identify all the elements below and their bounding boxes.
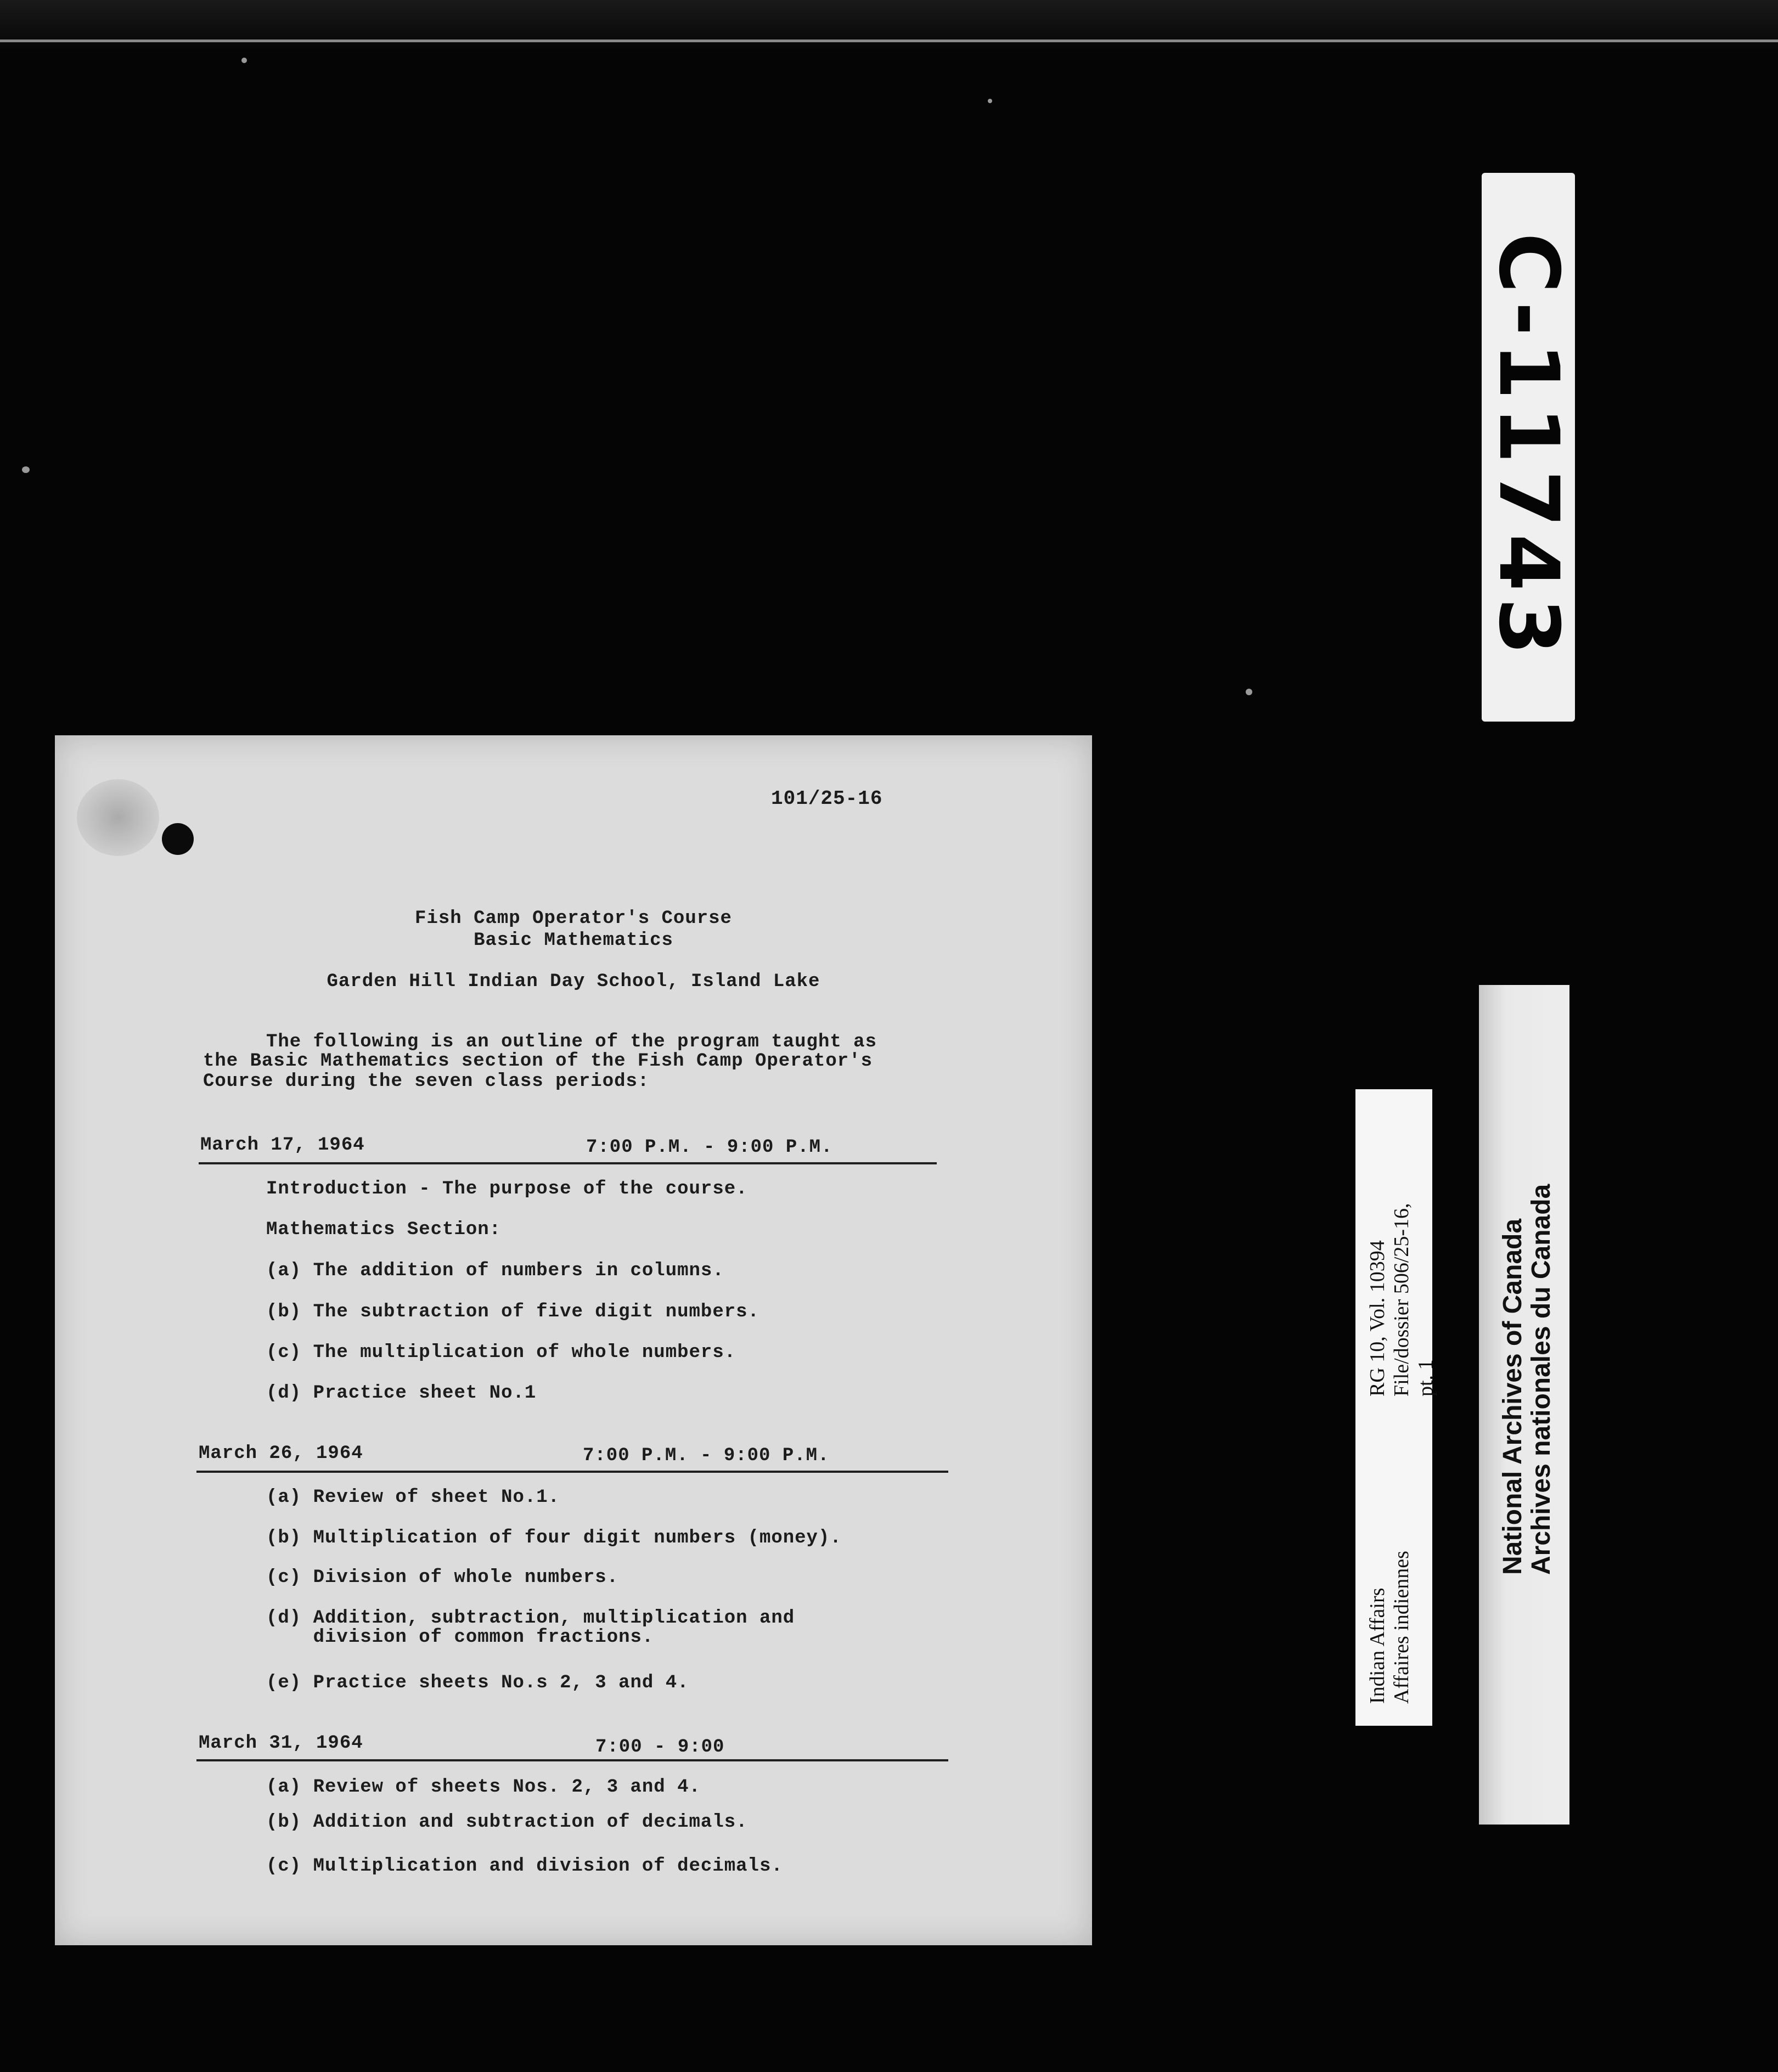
department-fr: Affaires indiennes [1390,1551,1413,1704]
intro-line-3: Course during the seven class periods: [203,1071,650,1092]
session-time: 7:00 - 9:00 [595,1737,725,1758]
typed-document-page [55,735,1092,1945]
list-item: (c) Division of whole numbers. [266,1567,619,1588]
archive-reference-label [1355,1089,1437,1726]
list-item: (b) The subtraction of five digit numbers. [266,1302,759,1322]
reference-line-2: File/dossier 506/25-16, [1390,1203,1413,1397]
session-underline [196,1471,948,1473]
session-time: 7:00 P.M. - 9:00 P.M. [586,1137,833,1158]
list-item: (a) The addition of numbers in columns. [266,1260,724,1281]
session-time: 7:00 P.M. - 9:00 P.M. [583,1445,830,1466]
list-item: (d) Practice sheet No.1 [266,1383,537,1404]
reel-number: C-11743 [1481,233,1576,662]
list-item: (a) Review of sheet No.1. [266,1487,560,1508]
page-smudge [77,779,159,856]
list-item: (c) The multiplication of whole numbers. [266,1342,736,1363]
intro-line-1: The following is an outline of the program taught as [266,1032,877,1052]
department-en: Indian Affairs [1366,1587,1389,1704]
session-date: March 26, 1964 [199,1443,363,1464]
film-edge-line [0,40,1778,42]
list-item: Introduction - The purpose of the course. [266,1179,748,1200]
list-item: (c) Multiplication and division of decimals. [266,1856,783,1877]
list-item: division of common fractions. [266,1627,654,1648]
list-item: (a) Review of sheets Nos. 2, 3 and 4. [266,1777,701,1798]
file-number: 101/25-16 [771,787,883,810]
archives-name-label [1479,985,1569,1825]
dust-speck [241,58,247,63]
session-underline [199,1162,937,1164]
list-item: (e) Practice sheets No.s 2, 3 and 4. [266,1673,689,1693]
course-subtitle: Basic Mathematics [474,930,673,951]
list-item: (b) Multiplication of four digit numbers (money). [266,1528,842,1549]
school-line: Garden Hill Indian Day School, Island Lake [327,971,820,992]
session-date: March 31, 1964 [199,1733,363,1754]
intro-line-2: the Basic Mathematics section of the Fish Camp Operator's [203,1051,873,1072]
reel-number-strip [1482,173,1575,722]
dust-speck [1246,689,1252,695]
list-item: (d) Addition, subtraction, multiplication and [266,1608,795,1629]
list-item: Mathematics Section: [266,1219,502,1240]
archives-name-en: National Archives of Canada [1498,1218,1527,1575]
course-title: Fish Camp Operator's Course [415,908,732,929]
list-item: (b) Addition and subtraction of decimals. [266,1812,748,1833]
punch-hole [162,823,194,855]
dust-speck [988,99,992,103]
reference-line-3: pt. 1 [1414,1359,1437,1397]
dust-speck [22,466,30,473]
reference-line-1: RG 10, Vol. 10394 [1366,1240,1389,1397]
session-date: March 17, 1964 [200,1135,365,1156]
session-underline [196,1759,948,1761]
archives-name-fr: Archives nationales du Canada [1527,1184,1556,1575]
